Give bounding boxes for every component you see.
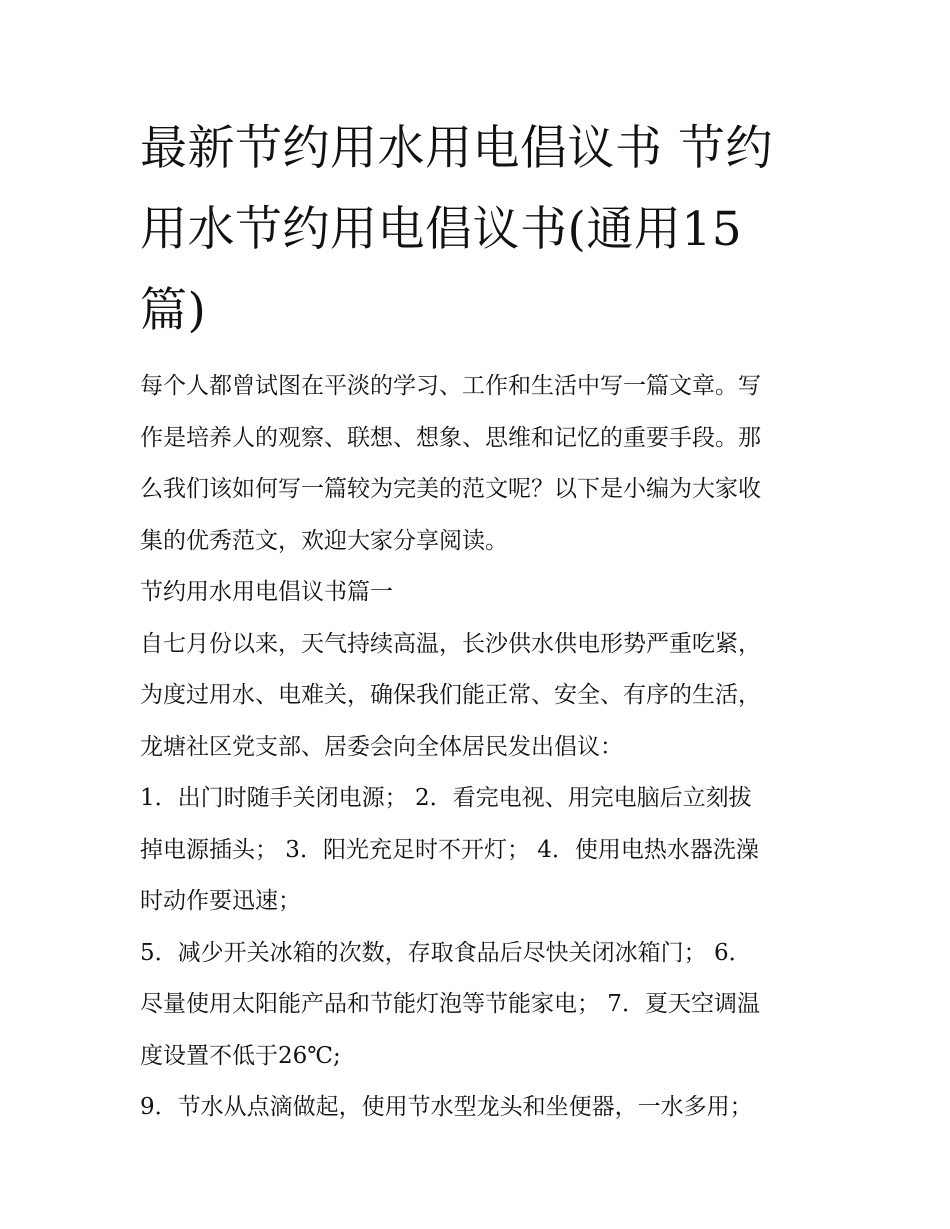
text-line: 每个人都曾试图在平淡的学习、工作和生活中写一篇文章。写: [140, 373, 761, 399]
text-line: 节约用水用电倡议书篇一: [140, 579, 393, 605]
text-line: 5．减少开关冰箱的次数，存取食品后尽快关闭冰箱门； 6．: [140, 939, 752, 966]
intro-paragraph: [140, 361, 820, 567]
title-line: 用水节约用电倡议书(通用15: [140, 202, 743, 257]
list-paragraph: [140, 773, 820, 928]
list-paragraph: [140, 1082, 820, 1134]
text-line: 时动作要迅速；: [140, 888, 301, 914]
text-line: 尽量使用太阳能产品和节能灯泡等节能家电； 7．夏天空调温: [140, 991, 760, 1017]
text-line: 龙塘社区党支部、居委会向全体居民发出倡议：: [140, 733, 623, 760]
text-line: 9．节水从点滴做起，使用节水型龙头和坐便器，一水多用；: [140, 1094, 753, 1120]
list-paragraph: [140, 928, 820, 1083]
document-title: [140, 108, 820, 351]
title-line: 最新节约用水用电倡议书 节约: [140, 121, 773, 176]
text-line: 为度过用水、电难关，确保我们能正常、安全、有序的生活，: [140, 682, 761, 708]
text-line: 掉电源插头； 3．阳光充足时不开灯； 4．使用电热水器洗澡: [140, 836, 759, 863]
body-paragraph: [140, 619, 820, 774]
text-line: 作是培养人的观察、联想、想象、思维和记忆的重要手段。那: [140, 424, 761, 451]
document-content: [140, 108, 820, 1134]
text-line: 集的优秀范文，欢迎大家分享阅读。: [140, 527, 508, 554]
text-line: 1．出门时随手关闭电源； 2．看完电视、用完电脑后立刻拔: [140, 785, 752, 811]
text-line: 么我们该如何写一篇较为完美的范文呢？以下是小编为大家收: [140, 476, 761, 502]
text-line: 自七月份以来，天气持续高温，长沙供水供电形势严重吃紧，: [140, 630, 761, 657]
text-line: 度设置不低于26℃;: [140, 1042, 341, 1069]
section-heading: [140, 567, 820, 619]
title-line: 篇): [140, 283, 207, 338]
